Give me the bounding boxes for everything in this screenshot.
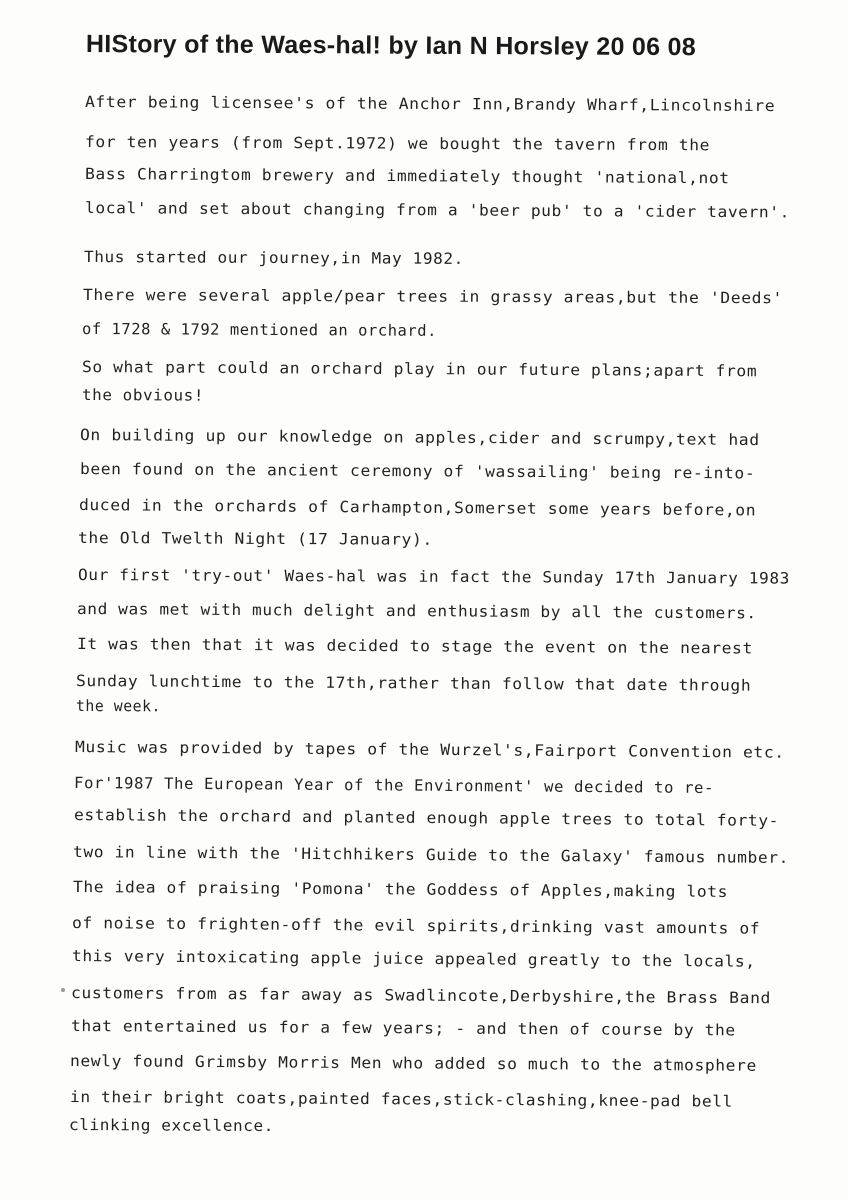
- scan-speck: [61, 988, 65, 992]
- text-line: There were several apple/pear trees in grassy areas,but the 'Deeds': [82, 286, 784, 308]
- text-line: For'1987 The European Year of the Environment' we decided to re-: [73, 774, 715, 797]
- text-line: local' and set about changing from a 'beer pub' to a 'cider tavern'.: [84, 199, 791, 222]
- text-line: establish the orchard and planted enough apple trees to total forty-: [73, 806, 780, 830]
- text-line: this very intoxicating apple juice appealed greatly to the locals,: [71, 947, 756, 971]
- text-line: newly found Grimsby Morris Men who added so much to the atmosphere: [69, 1052, 758, 1075]
- text-line: two in line with the 'Hitchhikers Guide to the Galaxy' famous number.: [72, 843, 790, 867]
- text-line: the obvious!: [81, 386, 205, 405]
- text-line: Bass Charringtom brewery and immediately thought 'national,not: [84, 165, 730, 188]
- text-line: in their bright coats,painted faces,stick-clashing,knee-pad bell: [69, 1088, 734, 1111]
- text-line: of noise to frighten-off the evil spirits,drinking vast amounts of: [71, 914, 761, 938]
- text-line: Thus started our journey,in May 1982.: [83, 248, 465, 268]
- text-line: So what part could an orchard play in our future plans;apart from: [81, 358, 758, 381]
- text-line: It was then that it was decided to stage the event on the nearest: [76, 635, 753, 658]
- text-line: The idea of praising 'Pomona' the Goddess of Apples,making lots: [72, 878, 729, 901]
- text-line: On building up our knowledge on apples,cider and scrumpy,text had: [79, 426, 760, 450]
- text-line: Our first 'try-out' Waes-hal was in fact the Sunday 17th January 1983: [77, 566, 791, 588]
- text-line: that entertained us for a few years; - and then of course by the: [70, 1017, 736, 1040]
- text-line: for ten years (from Sept.1972) we bought the tavern from the: [84, 133, 711, 155]
- text-line: Sunday lunchtime to the 17th,rather than follow that date through: [75, 672, 752, 695]
- text-line: duced in the orchards of Carhampton,Somerset some years before,on: [78, 496, 757, 520]
- text-line: clinking excellence.: [68, 1116, 275, 1136]
- document-title: HIStory of the Waes-hal! by Ian N Horsley 20 06 08: [85, 30, 697, 62]
- text-line: Music was provided by tapes of the Wurzel's,Fairport Convention etc.: [74, 738, 785, 762]
- text-line: customers from as far away as Swadlincote,Derbyshire,the Brass Band: [70, 984, 772, 1008]
- text-line: of 1728 & 1792 mentioned an orchard.: [81, 320, 438, 340]
- text-line: been found on the ancient ceremony of 'wassailing' being re-into-: [79, 460, 756, 483]
- text-line: After being licensee's of the Anchor Inn,Brandy Wharf,Lincolnshire: [84, 93, 776, 116]
- text-line: the Old Twelth Night (17 January).: [77, 529, 433, 549]
- text-line: and was met with much delight and enthusiasm by all the customers.: [76, 600, 757, 623]
- text-line: the week.: [75, 697, 162, 716]
